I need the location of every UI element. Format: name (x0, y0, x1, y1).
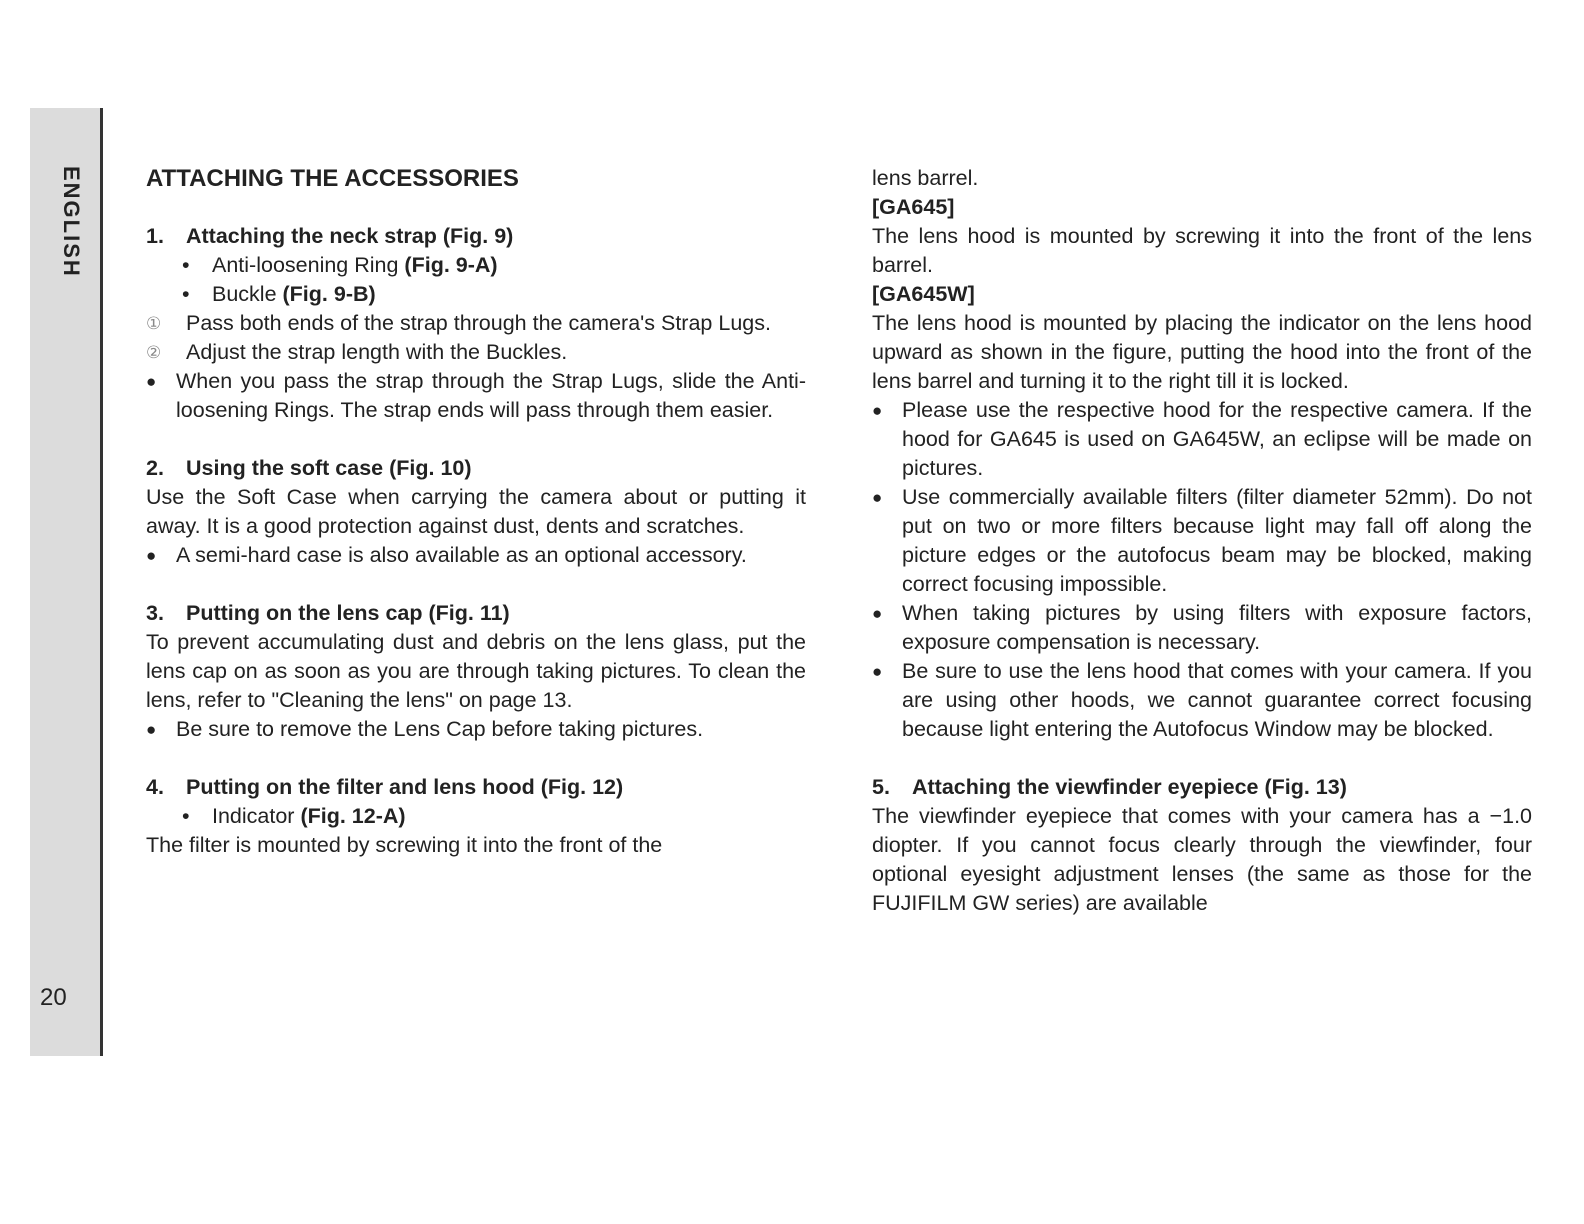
circled-one-icon: ① (146, 314, 162, 333)
sub-bullet (182, 802, 806, 831)
bullet-text: Anti-loosening Ring (212, 253, 405, 277)
model-body: The lens hood is mounted by placing the indicator on the lens hood upward as shown in the figure, putting the hood into the front of the lens barrel and turning it to the right till it is locked. (872, 311, 1532, 393)
circled-two-icon: ② (146, 343, 162, 362)
section-title: Putting on the lens cap (Fig. 11) (186, 601, 510, 625)
section-heading (146, 599, 806, 628)
sub-bullet (182, 251, 806, 280)
section-lens-cap (146, 599, 806, 744)
section-number: 3. (146, 601, 164, 625)
section-number: 2. (146, 456, 164, 480)
bullet-icon: • (182, 282, 190, 306)
note-item (872, 657, 1532, 744)
section-filter-hood (146, 773, 806, 860)
step-text: Adjust the strap length with the Buckles. (186, 340, 568, 364)
page-title: ATTACHING THE ACCESSORIES (146, 165, 519, 192)
section-title: Putting on the filter and lens hood (Fig. 12) (186, 775, 624, 799)
note-text: Be sure to remove the Lens Cap before taking pictures. (176, 717, 704, 741)
section-heading (872, 773, 1532, 802)
model-body: The lens hood is mounted by screwing it into the front of the lens barrel. (872, 224, 1532, 277)
figure-reference: (Fig. 9-A) (404, 253, 498, 277)
dot-bullet-icon: ● (872, 401, 883, 420)
page-number: 20 (40, 984, 67, 1011)
section-number: 4. (146, 775, 164, 799)
section-number: 5. (872, 775, 890, 799)
note-item (146, 367, 806, 425)
model-label-ga645w: [GA645W] (872, 282, 975, 306)
section-number: 1. (146, 224, 164, 248)
side-divider (100, 108, 103, 1056)
section-body: The viewfinder eyepiece that comes with your camera has a −1.0 diopter. If you cannot focus clearly through the viewfinder, four optional eyesight adjustment lenses (the same as those for the FUJIFILM GW series) are available (872, 804, 1532, 915)
note-text: When taking pictures by using filters with exposure factors, exposure compensation is necessary. (902, 601, 1532, 654)
continued-text: lens barrel. (872, 166, 979, 190)
note-item (146, 541, 806, 570)
section-heading (146, 454, 806, 483)
dot-bullet-icon: ● (146, 546, 157, 565)
section-heading (146, 222, 806, 251)
section-body: Use the Soft Case when carrying the camera about or putting it away. It is a good protection against dust, dents and scratches. (146, 485, 806, 538)
section-body: The filter is mounted by screwing it into the front of the (146, 833, 663, 857)
step-item (146, 309, 806, 338)
note-item (872, 396, 1532, 483)
note-text: When you pass the strap through the Strap Lugs, slide the Anti-loosening Rings. The strap ends will pass through them easier. (176, 369, 806, 422)
note-item (146, 715, 806, 744)
left-column (146, 164, 806, 860)
figure-reference: (Fig. 12-A) (300, 804, 406, 828)
bullet-text: Buckle (212, 282, 283, 306)
sub-bullet (182, 280, 806, 309)
bullet-text: Indicator (212, 804, 301, 828)
step-text: Pass both ends of the strap through the camera's Strap Lugs. (186, 311, 771, 335)
section-neck-strap (146, 222, 806, 425)
note-item (872, 483, 1532, 599)
dot-bullet-icon: ● (872, 662, 883, 681)
note-text: A semi-hard case is also available as an optional accessory. (176, 543, 747, 567)
section-soft-case (146, 454, 806, 570)
section-title: Attaching the viewfinder eyepiece (Fig. 13) (912, 775, 1347, 799)
section-title: Using the soft case (Fig. 10) (186, 456, 472, 480)
section-heading (146, 773, 806, 802)
section-body: To prevent accumulating dust and debris on the lens glass, put the lens cap on as soon as you are through taking pictures. To clean the lens, refer to "Cleaning the lens" on page 13. (146, 630, 806, 712)
model-label-ga645: [GA645] (872, 195, 955, 219)
note-text: Use commercially available filters (filter diameter 52mm). Do not put on two or more filters because light may fall off along the picture edges or the autofocus beam may be blocked, making correct focusing impossible. (902, 485, 1532, 596)
language-tab-label: ENGLISH (59, 166, 84, 278)
bullet-icon: • (182, 253, 190, 277)
right-column (872, 164, 1532, 918)
dot-bullet-icon: ● (146, 720, 157, 739)
dot-bullet-icon: ● (872, 488, 883, 507)
bullet-icon: • (182, 804, 190, 828)
note-text: Please use the respective hood for the respective camera. If the hood for GA645 is used on GA645W, an eclipse will be made on pictures. (902, 398, 1532, 480)
section-viewfinder-eyepiece (872, 773, 1532, 918)
note-item (872, 599, 1532, 657)
figure-reference: (Fig. 9-B) (282, 282, 376, 306)
step-item (146, 338, 806, 367)
note-text: Be sure to use the lens hood that comes with your camera. If you are using other hoods, we cannot guarantee correct focusing because light entering the Autofocus Window may be blocked. (902, 659, 1532, 741)
section-title: Attaching the neck strap (Fig. 9) (186, 224, 514, 248)
dot-bullet-icon: ● (872, 604, 883, 623)
dot-bullet-icon: ● (146, 372, 157, 391)
